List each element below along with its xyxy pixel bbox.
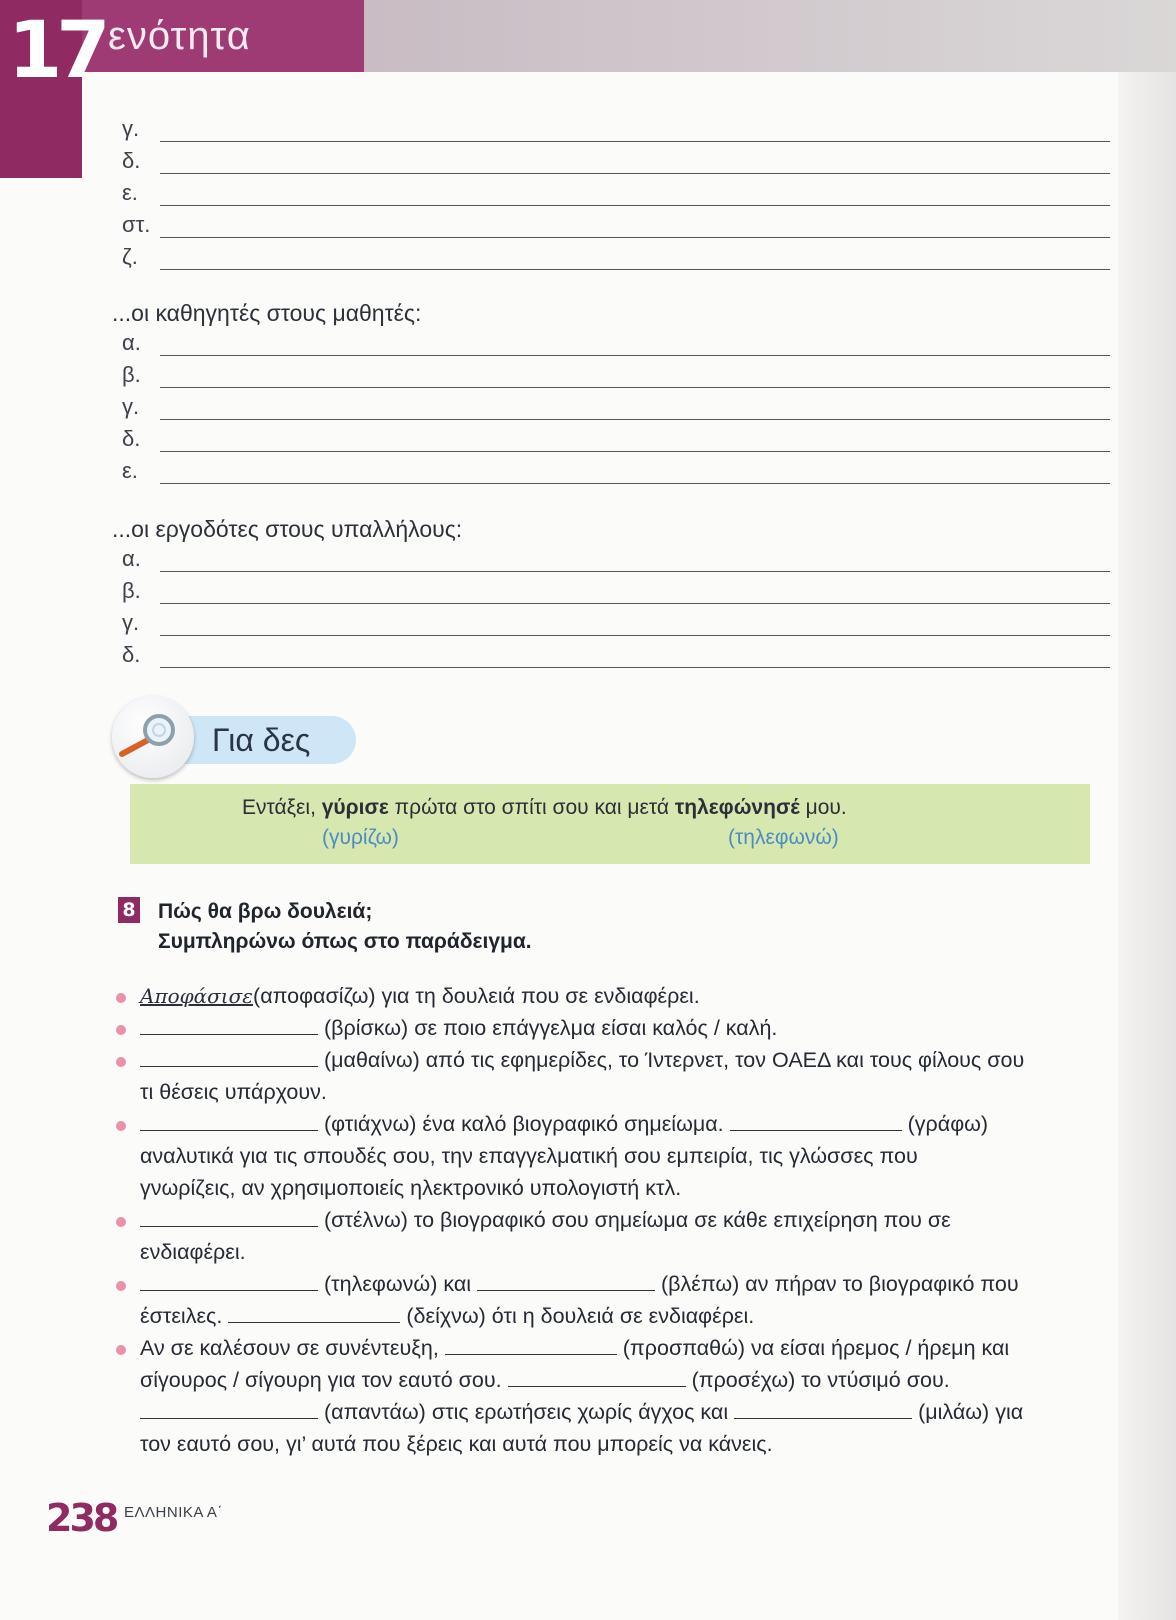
bullet-dot [116, 1025, 126, 1035]
example-sentence [242, 796, 847, 820]
fill-blank[interactable] [140, 1400, 318, 1419]
fill-blank[interactable] [140, 1208, 318, 1227]
text-line [140, 1304, 754, 1329]
answer-line[interactable] [160, 387, 1110, 388]
book-title: ΕΛΛΗΝΙΚΑ Α΄ [124, 1504, 223, 1521]
answer-row [122, 640, 1110, 672]
answer-line[interactable] [160, 667, 1110, 668]
answer-row [122, 328, 1110, 360]
exercise-instruction: Συμπληρώνω όπως στο παράδειγμα. [158, 930, 532, 953]
answer-row [122, 456, 1110, 488]
line-text: (απαντάω) στις ερωτήσεις χωρίς άγχος και [323, 1400, 729, 1424]
row-label: α. [122, 330, 141, 355]
line-text: (μιλάω) για [918, 1400, 1024, 1424]
bullet-dot [116, 993, 126, 1003]
answer-line[interactable] [160, 483, 1110, 484]
answer-line[interactable] [160, 451, 1110, 452]
row-label: β. [122, 578, 141, 603]
magnifier-icon [112, 696, 194, 778]
line-text: (τηλεφωνώ) και [323, 1272, 472, 1296]
line-text: (στέλνω) το βιογραφικό σου σημείωμα σε κάθε επιχείρηση που σε [323, 1208, 951, 1232]
fill-blank[interactable] [140, 1272, 318, 1291]
fill-blank[interactable] [140, 1016, 318, 1035]
text-line [140, 1112, 988, 1137]
answer-row [122, 210, 1110, 242]
row-label: ε. [122, 458, 138, 483]
text-line: ενδιαφέρει. [140, 1240, 246, 1264]
row-label: στ. [122, 212, 151, 237]
text-line [140, 1208, 951, 1233]
text-line [140, 1400, 1023, 1425]
text-line: τι θέσεις υπάρχουν. [140, 1080, 327, 1104]
fill-blank[interactable] [140, 1048, 318, 1067]
answer-line[interactable] [160, 269, 1110, 270]
line-text: (βλέπω) αν πήραν το βιογραφικό που [661, 1272, 1019, 1296]
answer-row [122, 608, 1110, 640]
chapter-number: 17 [8, 6, 105, 96]
bullet-dot [116, 1281, 126, 1291]
line-text: (γράφω) [907, 1112, 989, 1136]
answer-line[interactable] [160, 419, 1110, 420]
line-text: (αποφασίζω) για τη δουλειά που σε ενδιαφέρει. [253, 984, 700, 1008]
text-line [140, 1368, 950, 1393]
answer-line[interactable] [160, 603, 1110, 604]
verb-imperative: γύρισε [321, 796, 389, 819]
answer-row [122, 576, 1110, 608]
text-line [140, 1016, 777, 1041]
line-text: (δείχνω) ότι η δουλειά σε ενδιαφέρει. [406, 1304, 755, 1328]
answer-line[interactable] [160, 635, 1110, 636]
answer-line[interactable] [160, 355, 1110, 356]
bullet-dot [116, 1217, 126, 1227]
line-text: (μαθαίνω) από τις εφημερίδες, το Ίντερνετ, τον ΟΑΕΔ και τους φίλους σου [323, 1048, 1025, 1072]
chapter-box [0, 0, 105, 178]
line-text: σίγουρος / σίγουρη για τον εαυτό σου. [140, 1368, 502, 1392]
chapter-word: ενότητα [108, 14, 251, 58]
row-label: δ. [122, 642, 141, 667]
line-text: (προσπαθώ) να είσαι ήρεμος / ήρεμη και [622, 1336, 1010, 1360]
fill-blank[interactable] [730, 1112, 902, 1131]
verb-imperative: τηλεφώνησέ [674, 796, 800, 819]
answer-row [122, 544, 1110, 576]
row-label: γ. [122, 610, 140, 635]
verb-hint: (γυρίζω) [322, 826, 399, 849]
text-line [140, 984, 700, 1009]
line-text: έστειλες. [140, 1304, 223, 1328]
section-heading-employers: ...οι εργοδότες στους υπαλλήλους: [112, 516, 463, 542]
row-label: γ. [122, 116, 140, 141]
answer-line[interactable] [160, 205, 1110, 206]
answer-row [122, 360, 1110, 392]
answer-row [122, 392, 1110, 424]
fill-blank[interactable] [445, 1336, 617, 1355]
line-text: Αν σε καλέσουν σε συνέντευξη, [140, 1336, 439, 1360]
answer-line[interactable] [160, 141, 1110, 142]
row-label: γ. [122, 394, 140, 419]
row-label: β. [122, 362, 141, 387]
text-line: αναλυτικά για τις σπουδές σου, την επαγγελματική σου εμπειρία, τις γλώσσες που [140, 1144, 918, 1168]
fill-blank[interactable] [508, 1368, 686, 1387]
text-line [140, 1048, 1024, 1073]
answer-line[interactable] [160, 571, 1110, 572]
answer-row [122, 114, 1110, 146]
gia-des-label: Για δες [212, 722, 311, 758]
fill-blank[interactable] [477, 1272, 655, 1291]
exercise-number-badge: 8 [118, 897, 140, 923]
sentence-part: πρώτα στο σπίτι σου και μετά [388, 796, 675, 819]
row-label: ζ. [122, 244, 138, 269]
row-label: δ. [122, 426, 141, 451]
answer-row [122, 146, 1110, 178]
text-line [140, 1336, 1009, 1361]
bullet-dot [116, 1121, 126, 1131]
exercise-title: Πώς θα βρω δουλειά; [158, 900, 373, 923]
bullet-dot [116, 1057, 126, 1067]
answer-row [122, 178, 1110, 210]
answer-line[interactable] [160, 237, 1110, 238]
fill-blank[interactable] [734, 1400, 912, 1419]
bullet-dot [116, 1345, 126, 1355]
answer-row [122, 424, 1110, 456]
page-edge-shade [1118, 0, 1176, 1620]
row-label: α. [122, 546, 141, 571]
section-heading-teachers: ...οι καθηγητές στους μαθητές: [112, 300, 422, 326]
line-text: (φτιάχνω) ένα καλό βιογραφικό σημείωμα. [323, 1112, 724, 1136]
row-label: δ. [122, 148, 141, 173]
verb-hint: (τηλεφωνώ) [728, 826, 839, 849]
text-line: γνωρίζεις, αν χρησιμοποιείς ηλεκτρονικό υπολογιστή κτλ. [140, 1176, 682, 1200]
answer-line[interactable] [160, 173, 1110, 174]
gia-des-badge [112, 696, 194, 778]
sentence-part: Εντάξει, [242, 796, 322, 819]
fill-blank[interactable] [140, 1112, 318, 1131]
row-label: ε. [122, 180, 138, 205]
answer-row [122, 242, 1110, 274]
line-text: (προσέχω) το ντύσιμό σου. [691, 1368, 950, 1392]
sentence-part: μου. [799, 796, 847, 819]
text-line: τον εαυτό σου, γι’ αυτά που ξέρεις και αυτά που μπορείς να κάνεις. [140, 1432, 773, 1456]
page-number: 238 [46, 1496, 117, 1540]
text-line [140, 1272, 1019, 1297]
line-text: (βρίσκω) σε ποιο επάγγελμα είσαι καλός / καλή. [323, 1016, 778, 1040]
example-answer: Αποφάσισε [140, 984, 254, 1008]
fill-blank[interactable] [228, 1304, 400, 1323]
